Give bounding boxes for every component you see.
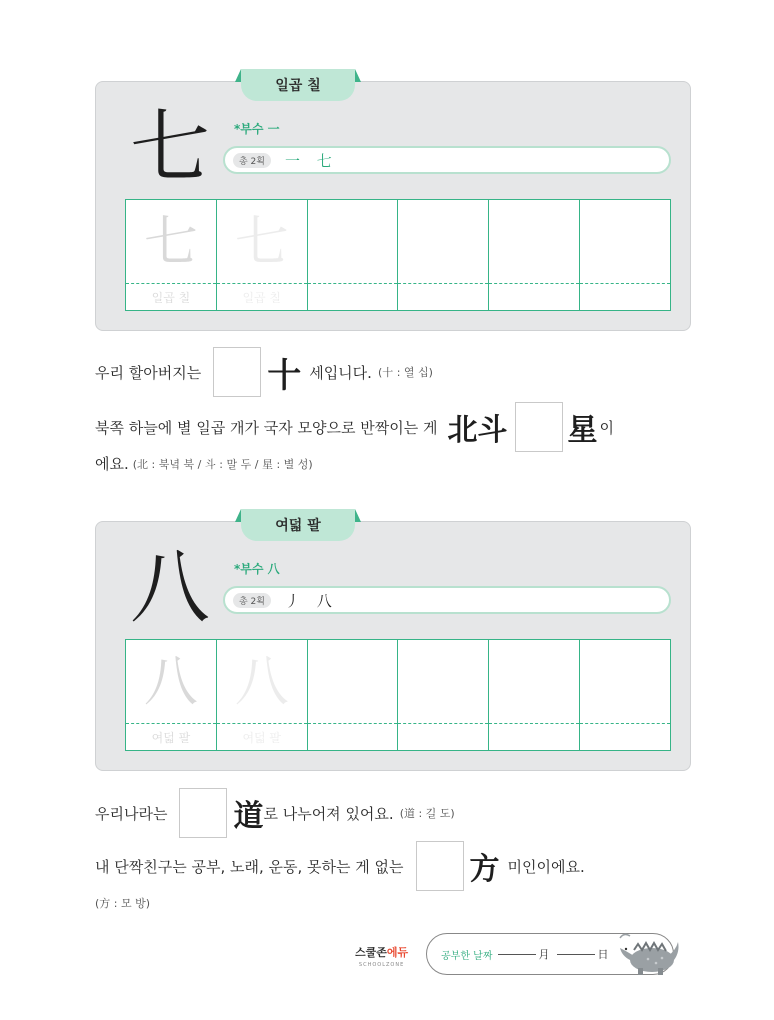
guide-line	[580, 723, 670, 724]
guide-line	[398, 723, 488, 724]
trace-hanja: 八	[143, 650, 198, 713]
sentence-row	[95, 788, 455, 838]
trace-cell[interactable]	[126, 640, 217, 750]
sentence-text: 북쪽 하늘에 별 일곱 개가 국자 모양으로 반짝이는 게	[95, 418, 438, 437]
trace-meaning: 일곱 칠	[242, 291, 282, 305]
empty-writing-cell[interactable]	[580, 640, 670, 750]
guide-line	[580, 283, 670, 284]
empty-writing-cell[interactable]	[398, 640, 489, 750]
sentence-row	[95, 402, 614, 452]
stroke-order-bar	[223, 586, 671, 614]
hanja-note: (北 : 북녘 북 / 斗 : 말 두 / 星 : 별 성)	[132, 457, 313, 471]
sentence-text: 에요.	[95, 455, 129, 473]
main-hanja: 七	[130, 101, 210, 194]
trace-cell[interactable]	[217, 200, 308, 310]
guide-line	[126, 723, 216, 724]
guide-line	[217, 723, 307, 724]
trace-hanja: 八	[234, 650, 289, 713]
hanja-note: (方 : 모 방)	[95, 897, 151, 910]
month-input[interactable]	[498, 954, 536, 955]
stroke-sequence: 丿 八	[284, 591, 338, 610]
guide-line	[126, 283, 216, 284]
date-label: 공부한 날짜	[441, 950, 493, 962]
answer-box[interactable]	[515, 402, 563, 452]
sentence-hanja: 十	[267, 355, 302, 396]
guide-line	[489, 723, 579, 724]
trace-cell[interactable]	[217, 640, 308, 750]
dinosaur-mascot-icon	[618, 930, 680, 976]
empty-writing-cell[interactable]	[580, 200, 670, 310]
guide-line	[308, 723, 398, 724]
trace-cell[interactable]	[126, 200, 217, 310]
sentence-hanja: 星	[567, 413, 598, 448]
sentence-text: 미인이에요.	[507, 857, 585, 876]
writing-grid	[125, 639, 671, 751]
sentence-text: 내 단짝친구는 공부, 노래, 운동, 못하는 게 없는	[95, 857, 404, 876]
writing-grid	[125, 199, 671, 311]
sentence-row	[95, 895, 150, 911]
empty-writing-cell[interactable]	[398, 200, 489, 310]
hanja-note: (十 : 열 십)	[377, 366, 433, 379]
sentence-text: 우리 할아버지는	[95, 363, 202, 382]
practice-card-pal	[95, 518, 691, 771]
trace-meaning: 여덟 팔	[151, 731, 191, 745]
empty-writing-cell[interactable]	[489, 200, 580, 310]
answer-box[interactable]	[179, 788, 227, 838]
sentence-hanja: 方	[469, 852, 500, 887]
trace-hanja: 七	[143, 210, 198, 273]
stroke-count-badge: 총 2획	[233, 593, 271, 608]
trace-meaning: 일곱 칠	[151, 291, 191, 305]
month-unit: 月	[538, 948, 550, 961]
sentence-text: 세입니다.	[309, 363, 372, 382]
stroke-count-badge: 총 2획	[233, 153, 271, 168]
sentence-hanja: 北斗	[447, 413, 508, 448]
brand-logo	[355, 947, 408, 971]
trace-meaning: 여덟 팔	[242, 731, 282, 745]
sentence-row	[95, 453, 313, 474]
main-hanja: 八	[130, 541, 210, 634]
sentence-row	[95, 841, 585, 891]
empty-writing-cell[interactable]	[308, 640, 399, 750]
stroke-sequence: 一 七	[284, 151, 338, 170]
guide-line	[217, 283, 307, 284]
trace-hanja: 七	[234, 210, 289, 273]
logo-sub-text: SCHOOLZONE	[358, 962, 405, 968]
practice-card-chil	[95, 78, 691, 331]
radical-label: *부수 八	[234, 562, 280, 576]
sentence-text: 이	[599, 418, 614, 437]
sentence-text: 로 나누어져 있어요.	[263, 804, 394, 823]
sentence-text: 우리나라는	[95, 804, 168, 823]
guide-line	[398, 283, 488, 284]
radical-label: *부수 一	[234, 122, 280, 136]
logo-main-text: 스쿨존	[355, 946, 387, 959]
guide-line	[308, 283, 398, 284]
answer-box[interactable]	[416, 841, 464, 891]
card-title-tab: 여덟 팔	[241, 509, 355, 541]
sentence-row	[95, 347, 433, 397]
logo-accent-text: 에듀	[386, 946, 409, 959]
empty-writing-cell[interactable]	[489, 640, 580, 750]
sentence-hanja: 道	[233, 799, 264, 834]
day-unit: 日	[597, 948, 609, 961]
hanja-note: (道 : 길 도)	[399, 807, 455, 820]
stroke-order-bar	[223, 146, 671, 174]
answer-box[interactable]	[213, 347, 261, 397]
empty-writing-cell[interactable]	[308, 200, 399, 310]
day-input[interactable]	[557, 954, 595, 955]
guide-line	[489, 283, 579, 284]
card-title-tab: 일곱 칠	[241, 69, 355, 101]
